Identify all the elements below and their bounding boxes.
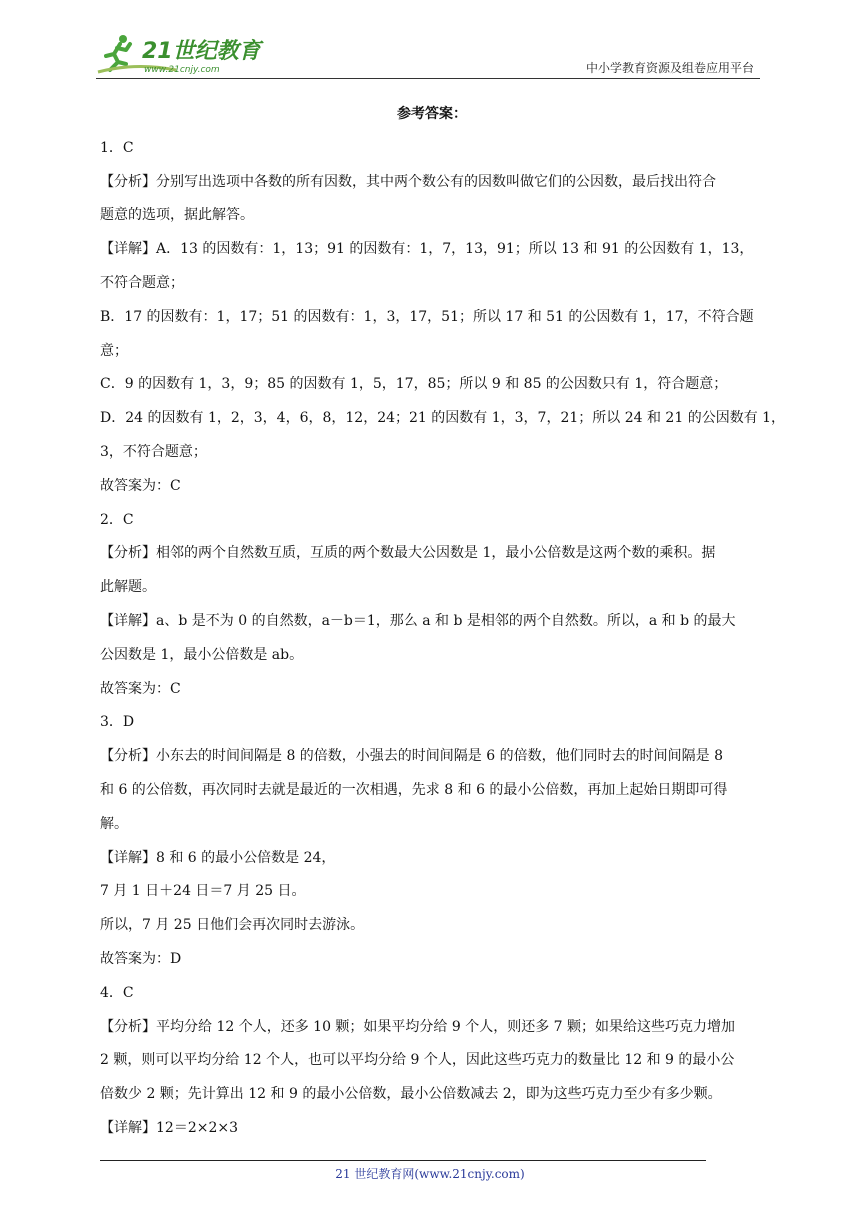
text-line: 【分析】分别写出选项中各数的所有因数，其中两个数公有的因数叫做它们的公因数，最后找出符合 (100, 173, 716, 190)
text-line: 解。 (100, 815, 128, 832)
text-line: 所以，7 月 25 日他们会再次同时去游泳。 (100, 917, 365, 934)
page-footer: 21 世纪教育网(www.21cnjy.com) (335, 1167, 525, 1181)
text-line: 2．C (100, 511, 134, 528)
text-line: 【分析】相邻的两个自然数互质，互质的两个数最大公因数是 1，最小公倍数是这两个数的乘积。据 (100, 545, 716, 562)
text-line: 1．C (100, 139, 134, 156)
text-line: 和 6 的公倍数，再次同时去就是最近的一次相遇，先求 8 和 6 的最小公倍数，再加上起始日期即可得 (100, 781, 728, 798)
text-line: 2 颗，则可以平均分给 12 个人，也可以平均分给 9 个人，因此这些巧克力的数量比 12 和 9 的最小公 (100, 1052, 735, 1069)
answer-content (100, 98, 786, 1146)
site-logo (96, 32, 266, 76)
text-line: D．24 的因数有 1，2，3，4，6，8，12，24；21 的因数有 1，3，7，21；所以 24 和 21 的公因数有 1， (100, 410, 786, 427)
text-line: 意； (100, 342, 128, 359)
text-line: 【详解】a、b 是不为 0 的自然数，a－b＝1，那么 a 和 b 是相邻的两个自然数。所以，a 和 b 的最大 (100, 612, 736, 629)
text-line: 【分析】平均分给 12 个人，还多 10 颗；如果平均分给 9 个人，则还多 7 颗；如果给这些巧克力增加 (100, 1018, 736, 1035)
text-line: 【详解】8 和 6 的最小公倍数是 24， (100, 849, 336, 866)
header-divider (96, 78, 760, 79)
page-title: 参考答案： (397, 106, 467, 122)
platform-name: 中小学教育资源及组卷应用平台 (585, 61, 754, 75)
logo-text: 21世纪教育 (142, 39, 261, 64)
text-line: 7 月 1 日＋24 日＝7 月 25 日。 (100, 883, 306, 900)
text-line: 此解题。 (100, 579, 156, 596)
footer-divider (100, 1160, 706, 1161)
answer-lines (100, 132, 786, 1146)
text-line: 3．D (100, 714, 135, 731)
text-line: 【详解】A．13 的因数有：1，13；91 的因数有：1，7，13，91；所以 13 和 91 的公因数有 1，13， (100, 241, 754, 258)
text-line: 故答案为：C (100, 477, 181, 494)
text-line: 4．C (100, 984, 134, 1001)
text-line: 公因数是 1，最小公倍数是 ab。 (100, 646, 304, 663)
text-line: B．17 的因数有：1，17；51 的因数有：1，3，17，51；所以 17 和 51 的公因数有 1，17，不符合题 (100, 308, 754, 325)
text-line: 不符合题意； (100, 274, 184, 291)
text-line: 故答案为：D (100, 950, 182, 967)
text-line: 故答案为：C (100, 680, 181, 697)
text-line: C．9 的因数有 1，3，9；85 的因数有 1，5，17，85；所以 9 和 85 的公因数只有 1，符合题意； (100, 376, 728, 393)
text-line: 【详解】12＝2×2×3 (100, 1119, 238, 1136)
text-line: 3，不符合题意； (100, 443, 207, 460)
text-line: 【分析】小东去的时间间隔是 8 的倍数，小强去的时间间隔是 6 的倍数，他们同时去的时间间隔是 8 (100, 748, 723, 765)
page-header (96, 30, 760, 80)
logo-url: www.21cnjy.com (144, 65, 220, 75)
text-line: 倍数少 2 颗；先计算出 12 和 9 的最小公倍数，最小公倍数减去 2，即为这些巧克力至少有多少颗。 (100, 1086, 722, 1103)
text-line: 题意的选项，据此解答。 (100, 207, 254, 224)
